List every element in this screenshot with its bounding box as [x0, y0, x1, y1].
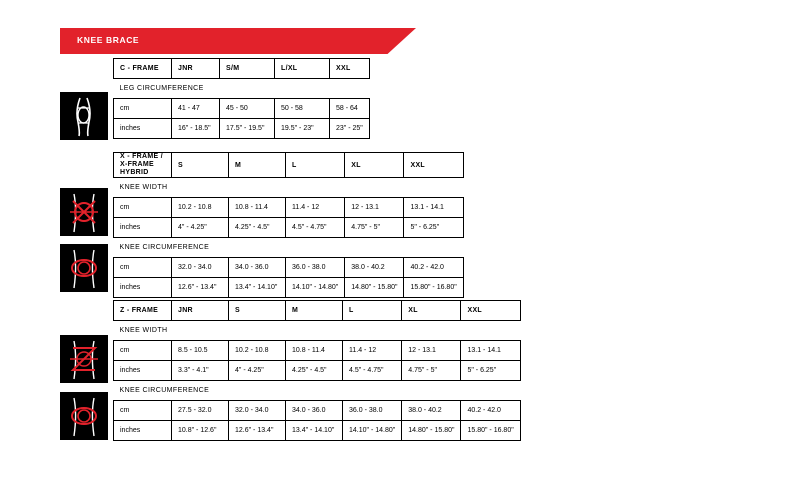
measure-cell: 4.25" - 4.5": [229, 218, 286, 238]
measure-cell: 4" - 4.25": [172, 218, 229, 238]
unit-label: inches: [114, 119, 172, 139]
measure-cell: 15.80" - 16.80": [461, 421, 520, 441]
measure-cell: 12.6" - 13.4": [172, 278, 229, 298]
section-label: KNEE WIDTH: [114, 321, 521, 341]
size-header: S/M: [220, 59, 275, 79]
unit-label: cm: [114, 198, 172, 218]
table-row: [114, 278, 464, 298]
size-header: JNR: [172, 59, 220, 79]
table-row-section: [114, 178, 464, 198]
measure-cell: 38.0 - 40.2: [402, 401, 461, 421]
size-header: L: [286, 153, 345, 178]
frame-label: Z - FRAME: [114, 301, 172, 321]
measure-cell: 8.5 - 10.5: [172, 341, 229, 361]
unit-label: inches: [114, 421, 172, 441]
section-label: KNEE WIDTH: [114, 178, 464, 198]
measure-cell: 13.4" - 14.10": [286, 421, 343, 441]
unit-label: cm: [114, 401, 172, 421]
measure-cell: 32.0 - 34.0: [229, 401, 286, 421]
unit-label: inches: [114, 278, 172, 298]
measure-cell: 12 - 13.1: [402, 341, 461, 361]
measure-cell: 17.5" - 19.5": [220, 119, 275, 139]
table-row: [114, 218, 464, 238]
measure-cell: 11.4 - 12: [343, 341, 402, 361]
measure-cell: 14.10" - 14.80": [286, 278, 345, 298]
table-row: [114, 99, 370, 119]
measure-cell: 38.0 - 40.2: [345, 258, 404, 278]
measure-cell: 10.8 - 11.4: [229, 198, 286, 218]
measure-cell: 10.2 - 10.8: [229, 341, 286, 361]
size-header: S: [229, 301, 286, 321]
size-header: XXL: [330, 59, 370, 79]
measure-cell: 4.75" - 5": [345, 218, 404, 238]
measure-cell: 58 - 64: [330, 99, 370, 119]
size-header: M: [286, 301, 343, 321]
unit-label: inches: [114, 361, 172, 381]
measure-cell: 12.6" - 13.4": [229, 421, 286, 441]
table-row-section: [114, 321, 521, 341]
size-table-x-frame: [113, 152, 464, 298]
measure-cell: 40.2 - 42.0: [404, 258, 463, 278]
measure-cell: 12 - 13.1: [345, 198, 404, 218]
measure-cell: 5" - 6.25": [461, 361, 520, 381]
measure-cell: 15.80" - 16.80": [404, 278, 463, 298]
table-row: [114, 361, 521, 381]
measure-cell: 4.25" - 4.5": [286, 361, 343, 381]
section-label: KNEE CIRCUMFERENCE: [114, 238, 464, 258]
table-row: [114, 421, 521, 441]
size-header: M: [229, 153, 286, 178]
measure-cell: 3.3" - 4.1": [172, 361, 229, 381]
size-header: L: [343, 301, 402, 321]
size-header: JNR: [172, 301, 229, 321]
measure-cell: 4.5" - 4.75": [343, 361, 402, 381]
unit-label: cm: [114, 341, 172, 361]
measure-cell: 10.8 - 11.4: [286, 341, 343, 361]
measure-cell: 40.2 - 42.0: [461, 401, 520, 421]
table-row-header: [114, 153, 464, 178]
page-header: [60, 28, 416, 54]
knee-brace-c-frame-icon: [60, 92, 108, 140]
knee-circumference-x-frame-icon: [60, 244, 108, 292]
unit-label: cm: [114, 258, 172, 278]
table-z-frame: [113, 300, 521, 441]
table-row: [114, 198, 464, 218]
size-table-z-frame: [113, 300, 521, 441]
knee-circumference-z-frame-icon: [60, 392, 108, 440]
measure-cell: 4.75" - 5": [402, 361, 461, 381]
measure-cell: 13.1 - 14.1: [404, 198, 463, 218]
size-header: L/XL: [275, 59, 330, 79]
table-row: [114, 401, 521, 421]
section-label: KNEE CIRCUMFERENCE: [114, 381, 521, 401]
section-label: LEG CIRCUMFERENCE: [114, 79, 370, 99]
measure-cell: 14.10" - 14.80": [343, 421, 402, 441]
measure-cell: 5" - 6.25": [404, 218, 463, 238]
measure-cell: 10.8" - 12.6": [172, 421, 229, 441]
measure-cell: 4" - 4.25": [229, 361, 286, 381]
measure-cell: 19.5" - 23": [275, 119, 330, 139]
measure-cell: 32.0 - 34.0: [172, 258, 229, 278]
size-header: S: [172, 153, 229, 178]
size-header: XL: [345, 153, 404, 178]
measure-cell: 10.2 - 10.8: [172, 198, 229, 218]
size-table-c-frame: [113, 58, 370, 139]
measure-cell: 13.1 - 14.1: [461, 341, 520, 361]
measure-cell: 14.80" - 15.80": [402, 421, 461, 441]
table-row-section: [114, 79, 370, 99]
measure-cell: 27.5 - 32.0: [172, 401, 229, 421]
measure-cell: 50 - 58: [275, 99, 330, 119]
frame-label: C - FRAME: [114, 59, 172, 79]
table-x-frame: [113, 152, 464, 298]
measure-cell: 16" - 18.5": [172, 119, 220, 139]
table-row-section: [114, 381, 521, 401]
size-header: XXL: [461, 301, 520, 321]
measure-cell: 36.0 - 38.0: [286, 258, 345, 278]
size-header: XXL: [404, 153, 463, 178]
table-row: [114, 258, 464, 278]
measure-cell: 14.80" - 15.80": [345, 278, 404, 298]
page-title: KNEE BRACE: [77, 35, 140, 45]
measure-cell: 41 - 47: [172, 99, 220, 119]
measure-cell: 11.4 - 12: [286, 198, 345, 218]
knee-width-x-frame-icon: [60, 188, 108, 236]
frame-label: X - FRAME / X-FRAME HYBRID: [114, 153, 172, 178]
size-header: XL: [402, 301, 461, 321]
measure-cell: 34.0 - 36.0: [229, 258, 286, 278]
measure-cell: 13.4" - 14.10": [229, 278, 286, 298]
measure-cell: 45 - 50: [220, 99, 275, 119]
measure-cell: 23" - 25": [330, 119, 370, 139]
unit-label: inches: [114, 218, 172, 238]
table-row: [114, 341, 521, 361]
table-row: [114, 119, 370, 139]
measure-cell: 4.5" - 4.75": [286, 218, 345, 238]
table-row-header: [114, 301, 521, 321]
table-c-frame: [113, 58, 370, 139]
table-row-section: [114, 238, 464, 258]
table-row-header: [114, 59, 370, 79]
measure-cell: 34.0 - 36.0: [286, 401, 343, 421]
knee-width-z-frame-icon: [60, 335, 108, 383]
unit-label: cm: [114, 99, 172, 119]
measure-cell: 36.0 - 38.0: [343, 401, 402, 421]
